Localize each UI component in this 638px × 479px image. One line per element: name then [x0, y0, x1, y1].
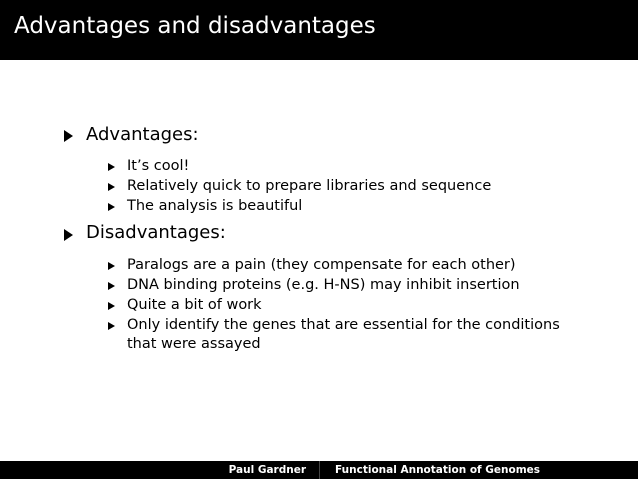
bullet-triangle-icon	[64, 130, 73, 142]
advantage-item: Relatively quick to prepare libraries and sequence	[127, 178, 492, 194]
disadvantage-item: DNA binding proteins (e.g. H-NS) may inhibit insertion	[127, 277, 520, 293]
sub-bullet-triangle-icon	[108, 203, 115, 211]
sub-bullet-triangle-icon	[108, 302, 115, 310]
sub-bullet-triangle-icon	[108, 163, 115, 171]
advantages-heading: Advantages:	[86, 124, 199, 145]
footer-presentation-title: Functional Annotation of Genomes	[335, 464, 541, 476]
disadvantages-heading: Disadvantages:	[86, 222, 226, 243]
sub-bullet-triangle-icon	[108, 183, 115, 191]
title-bar	[0, 0, 638, 60]
footer-divider	[319, 461, 320, 479]
slide-title: Advantages and disadvantages	[14, 13, 376, 39]
disadvantage-item: Paralogs are a pain (they compensate for each other)	[127, 257, 516, 273]
sub-bullet-triangle-icon	[108, 282, 115, 290]
sub-bullet-triangle-icon	[108, 322, 115, 330]
disadvantage-item: Quite a bit of work	[127, 297, 262, 313]
footer-author: Paul Gardner	[228, 464, 306, 476]
advantage-item: It’s cool!	[127, 158, 190, 174]
disadvantage-item: Only identify the genes that are essential for the conditions	[127, 317, 560, 333]
bullet-triangle-icon	[64, 229, 73, 241]
disadvantage-item-continuation: that were assayed	[127, 336, 261, 352]
sub-bullet-triangle-icon	[108, 262, 115, 270]
advantage-item: The analysis is beautiful	[127, 198, 303, 214]
